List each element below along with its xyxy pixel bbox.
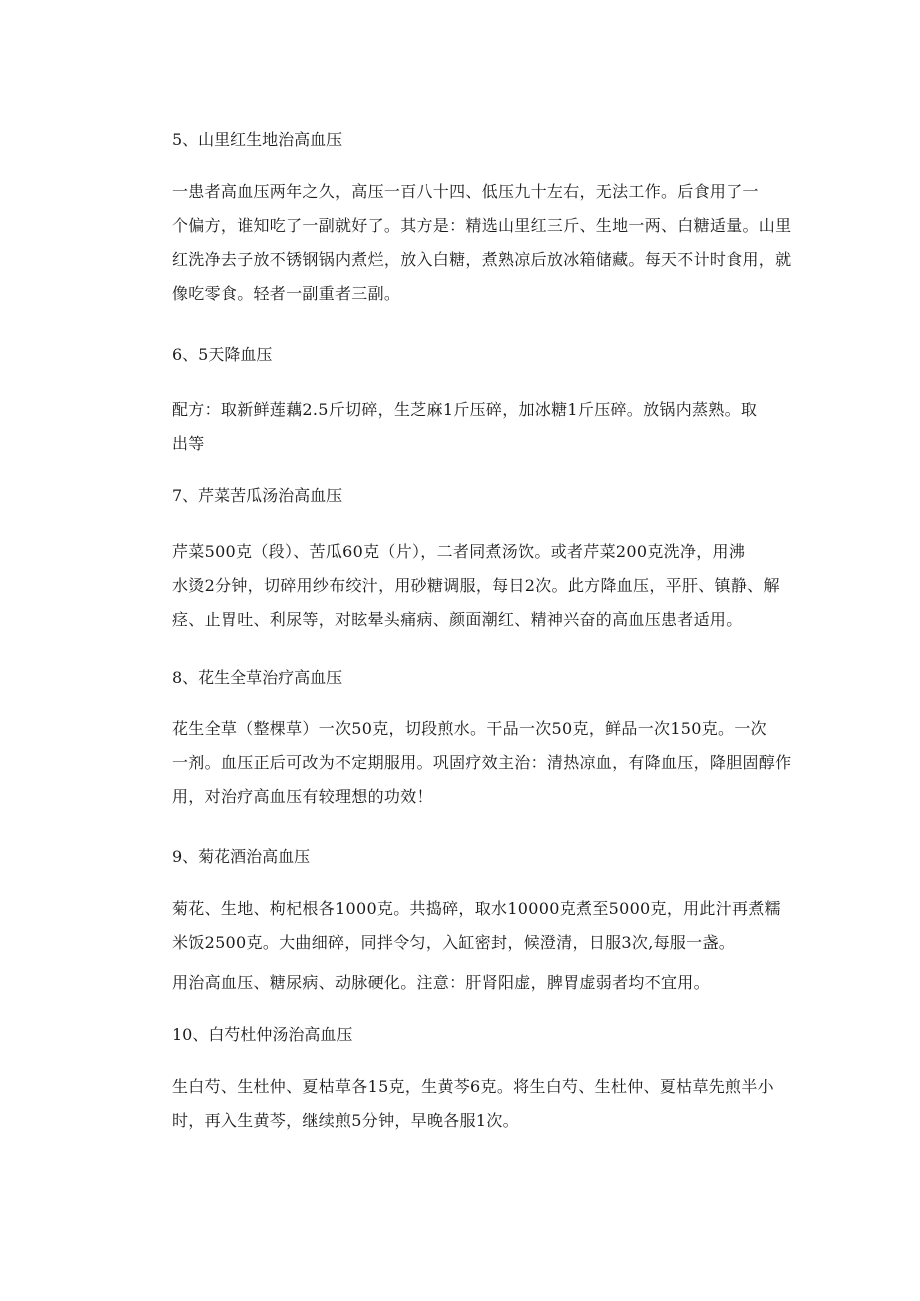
text-line: 一剂。血压正后可改为不定期服用。巩固疗效主治：清热凉血，有降血压，降胆固醇作 xyxy=(172,753,792,772)
text-line: 芹菜500克（段）、苦瓜60克（片），二者同煮汤饮。或者芹菜200克洗净，用沸 xyxy=(172,542,746,561)
text-line: 痉、止胃吐、利尿等，对眩晕头痛病、颜面潮红、精神兴奋的高血压患者适用。 xyxy=(172,610,743,629)
text-line: 出等 xyxy=(172,434,205,453)
section-heading-6: 6、5天降血压 xyxy=(172,345,273,364)
section-8-paragraph xyxy=(172,712,792,814)
text-line: 配方：取新鲜莲藕2.5斤切碎，生芝麻1斤压碎，加冰糖1斤压碎。放锅内蒸熟。取 xyxy=(172,400,758,419)
section-heading-9: 9、菊花酒治高血压 xyxy=(172,847,311,866)
text-line: 花生全草（整棵草）一次50克，切段煎水。干品一次50克，鲜品一次150克。一次 xyxy=(172,719,767,738)
section-9-note xyxy=(172,966,784,1000)
section-heading-7: 7、芹菜苦瓜汤治高血压 xyxy=(172,486,343,505)
text-line: 米饭2500克。大曲细碎，同拌令匀，入缸密封，候澄清，日服3次,每服一盏。 xyxy=(172,933,736,952)
text-line: 用治高血压、糖尿病、动脉硬化。注意：肝肾阳虚，脾胃虚弱者均不宜用。 xyxy=(172,973,710,992)
section-heading-8: 8、花生全草治疗高血压 xyxy=(172,668,343,687)
text-line: 水烫2分钟，切碎用纱布绞汁，用砂糖调服，每日2次。此方降血压，平肝、镇静、解 xyxy=(172,576,780,595)
text-line: 用，对治疗高血压有较理想的功效！ xyxy=(172,787,433,806)
text-line: 菊花、生地、枸杞根各1000克。共捣碎，取水10000克煮至5000克，用此汁再煮糯 xyxy=(172,899,781,918)
text-line: 生白芍、生杜仲、夏枯草各15克，生黄芩6克。将生白芍、生杜仲、夏枯草先煎半小 xyxy=(172,1077,774,1096)
text-line: 一患者高血压两年之久，高压一百八十四、低压九十左右，无法工作。后食用了一 xyxy=(172,182,759,201)
section-7-paragraph xyxy=(172,535,784,637)
section-heading-10: 10、白芍杜仲汤治高血压 xyxy=(172,1025,353,1044)
text-line: 时，再入生黄芩，继续煎5分钟，早晚各服1次。 xyxy=(172,1111,519,1130)
text-line: 像吃零食。轻者一副重者三副。 xyxy=(172,284,401,303)
text-line: 个偏方，谁知吃了一副就好了。其方是：精选山里红三斤、生地一两、白糖适量。山里 xyxy=(172,216,792,235)
section-9-paragraph xyxy=(172,892,784,960)
section-5-paragraph xyxy=(172,175,792,311)
text-line: 红洗净去子放不锈钢锅内煮烂，放入白糖，煮熟凉后放冰箱储藏。每天不计时食用，就 xyxy=(172,250,792,269)
section-6-paragraph xyxy=(172,393,784,461)
section-heading-5: 5、山里红生地治高血压 xyxy=(172,130,343,149)
section-10-paragraph xyxy=(172,1070,784,1138)
